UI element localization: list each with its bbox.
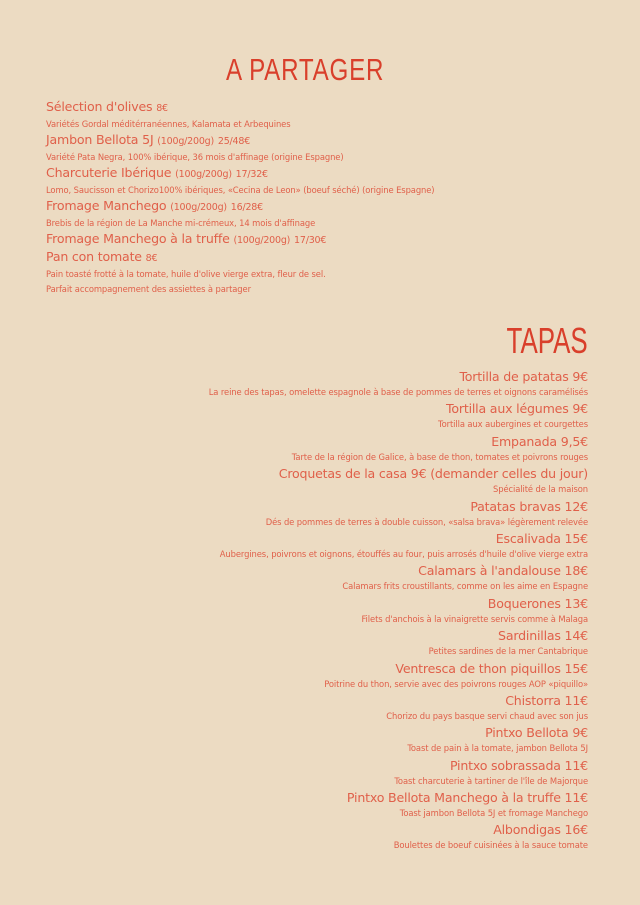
item-description: Tarte de la région de Galice, à base de thon, tomates et poivrons rouges <box>291 451 588 462</box>
menu-item <box>28 724 588 756</box>
item-description: Chorizo du pays basque servi chaud avec son jus <box>386 710 588 721</box>
item-description: Petites sardines de la mer Cantabrique <box>428 646 588 657</box>
menu-item <box>46 132 566 165</box>
item-name: Chistorra 11€ <box>505 692 588 708</box>
item-description: Tortilla aux aubergines et courgettes <box>438 419 588 430</box>
menu-item <box>28 433 588 465</box>
item-name: Escalivada 15€ <box>495 530 588 546</box>
menu-item <box>46 165 566 198</box>
tapas-list <box>28 368 588 854</box>
a-partager-list <box>46 99 566 297</box>
item-description: Filets d'anchois à la vinaigrette servis comme à Malaga <box>361 613 588 624</box>
section-title-tapas: TAPAS <box>506 320 588 361</box>
item-description: Aubergines, poivrons et oignons, étouffés au four, puis arrosés d'huile d'olive vierge extra <box>219 548 588 559</box>
item-price: 8€ <box>156 103 168 114</box>
item-name: Fromage Manchego à la truffe <box>46 231 230 246</box>
menu-item <box>28 465 588 497</box>
item-weight: (100g/200g) <box>170 202 227 213</box>
item-description: Toast charcuterie à tartiner de l'île de Majorque <box>394 775 588 786</box>
section-title-a-partager: A PARTAGER <box>226 52 385 87</box>
menu-item <box>28 757 588 789</box>
item-description: Calamars frits croustillants, comme on les aime en Espagne <box>342 581 588 592</box>
item-weight: (100g/200g) <box>233 235 291 246</box>
item-description: Variété Pata Negra, 100% ibérique, 36 mois d'affinage (origine Espagne) <box>46 152 344 162</box>
item-description: Toast jambon Bellota 5J et fromage Manchego <box>399 808 588 819</box>
menu-item <box>28 789 588 821</box>
item-description: Spécialité de la maison <box>493 484 588 495</box>
item-name-line <box>46 99 566 117</box>
item-name: Tortilla aux légumes 9€ <box>446 401 588 417</box>
item-name: Sardinillas 14€ <box>498 628 588 644</box>
item-description: Brebis de la région de La Manche mi-crémeux, 14 mois d'affinage <box>46 218 316 228</box>
item-description: Lomo, Saucisson et Chorizo100% ibériques, «Cecina de Leon» (boeuf séché) (origine Espagne) <box>46 185 435 195</box>
item-name: Calamars à l'andalouse 18€ <box>418 563 588 579</box>
item-name-line <box>46 249 566 267</box>
menu-item <box>28 562 588 594</box>
item-price: 16/28€ <box>230 202 263 213</box>
menu-item <box>46 231 566 249</box>
item-description: Parfait accompagnement des assiettes à partager <box>46 284 251 294</box>
item-name: Patatas bravas 12€ <box>470 498 588 514</box>
menu-item <box>46 249 566 297</box>
item-name: Ventresca de thon piquillos 15€ <box>395 660 588 676</box>
menu-item <box>28 660 588 692</box>
item-name-line <box>46 231 566 249</box>
item-description: Variétés Gordal méditérranéennes, Kalamata et Arbequines <box>46 119 291 129</box>
item-name: Charcuterie Ibérique <box>46 165 172 180</box>
item-name: Fromage Manchego <box>46 198 167 213</box>
item-price: 17/32€ <box>235 169 268 180</box>
item-name-line <box>46 132 566 150</box>
item-name: Pintxo sobrassada 11€ <box>449 757 588 773</box>
item-name-line <box>46 165 566 183</box>
item-description: Toast de pain à la tomate, jambon Bellota 5J <box>407 743 588 754</box>
menu-item <box>28 821 588 853</box>
item-name: Boquerones 13€ <box>487 595 588 611</box>
menu-item <box>28 498 588 530</box>
item-weight: (100g/200g) <box>175 169 232 180</box>
item-name: Sélection d'olives <box>46 99 153 114</box>
item-name-line <box>46 198 566 216</box>
menu-item <box>28 368 588 400</box>
menu-item <box>28 692 588 724</box>
item-price: 17/30€ <box>294 235 327 246</box>
item-weight: (100g/200g) <box>157 136 215 147</box>
item-name: Croquetas de la casa 9€ (demander celles du jour) <box>278 466 588 482</box>
menu-item <box>28 530 588 562</box>
item-name: Pintxo Bellota 9€ <box>485 725 588 741</box>
item-description: Boulettes de boeuf cuisinées à la sauce tomate <box>393 840 588 851</box>
item-name: Tortilla de patatas 9€ <box>459 369 588 384</box>
item-name: Pan con tomate <box>46 249 142 264</box>
item-description: Poitrine du thon, servie avec des poivrons rouges AOP «piquillo» <box>324 678 588 689</box>
item-description: Dés de pommes de terres à double cuisson, «salsa brava» légèrement relevée <box>265 516 588 527</box>
item-name: Albondigas 16€ <box>493 822 588 838</box>
item-price: 25/48€ <box>217 136 251 147</box>
menu-item <box>28 400 588 432</box>
item-price: 8€ <box>145 253 158 264</box>
menu-item <box>28 595 588 627</box>
menu-item <box>46 198 566 231</box>
item-description: Pain toasté frotté à la tomate, huile d'olive vierge extra, fleur de sel. <box>46 269 326 279</box>
item-name: Pintxo Bellota Manchego à la truffe 11€ <box>346 790 588 806</box>
item-name: Jambon Bellota 5J <box>46 132 154 147</box>
item-name: Empanada 9,5€ <box>491 433 588 449</box>
item-description: La reine des tapas, omelette espagnole à base de pommes de terres et oignons caramélisés <box>208 387 588 397</box>
menu-item <box>46 99 566 132</box>
menu-item <box>28 627 588 659</box>
